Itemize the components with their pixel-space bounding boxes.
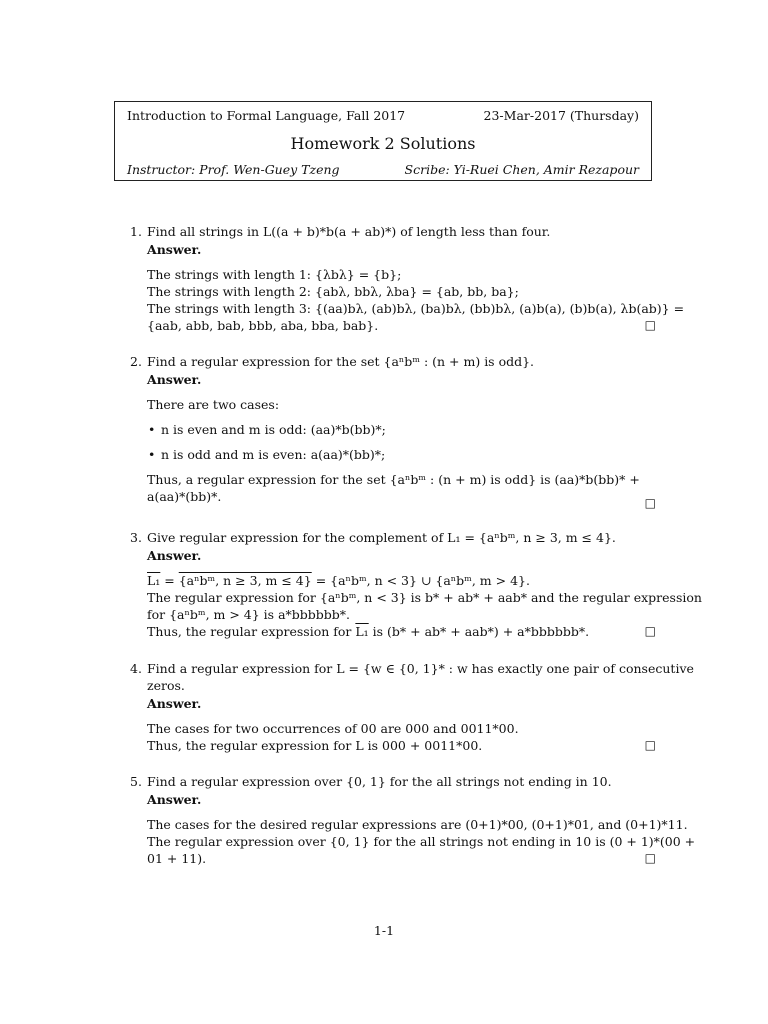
answer-label: Answer. [147,696,202,711]
answer-line: Thus, the regular expression for L is 000 + 0011*00. [147,738,483,753]
problem-number: 4. [130,661,142,676]
complement-symbol: L₁ [355,624,369,639]
problem-question: Find a regular expression over {0, 1} for the all strings not ending in 10. [147,774,612,789]
complement-equation: L₁ = {aⁿbᵐ, n ≥ 3, m ≤ 4} = {aⁿbᵐ, n < 3} ∪ {aⁿbᵐ, m > 4}. [147,573,530,588]
problem-4 [130,660,694,754]
answer-line: 01 + 11). [147,851,207,866]
problem-1 [130,223,685,334]
problem-number: 5. [130,774,142,789]
qed-symbol: □ [644,851,656,865]
problem-2 [130,353,656,510]
answer-line: {aab, abb, bab, bbb, aba, bba, bab}. [147,318,379,333]
problem-question: Find a regular expression for L = {w ∈ {0, 1}* : w has exactly one pair of consecutive [147,661,694,676]
answer-line: The strings with length 1: {λbλ} = {b}; [147,267,402,282]
instructor: Instructor: Prof. Wen-Guey Tzeng [127,162,340,177]
complement-set: {aⁿbᵐ, n ≥ 3, m ≤ 4} [178,573,312,588]
lecture-date: 23-Mar-2017 (Thursday) [483,108,639,123]
answer-line: a(aa)*(bb)*. [147,489,222,504]
problem-question-cont: zeros. [147,678,185,693]
page-number: 1-1 [373,923,395,938]
case-item: • n is odd and m is even: a(aa)*(bb)*; [161,446,656,463]
problem-5 [130,773,696,867]
answer-line: The cases for two occurrences of 00 are 000 and 0011*00. [147,721,519,736]
answer-line: The strings with length 3: {(aa)bλ, (ab)bλ, (ba)bλ, (bb)bλ, (a)b(a), (b)b(a), λb(ab)} = [147,301,685,316]
answer-line: The strings with length 2: {abλ, bbλ, λba} = {ab, bb, ba}; [147,284,519,299]
answer-final: Thus, the regular expression for L₁ is (b* + ab* + aab*) + a*bbbbbb*. [147,624,590,639]
course-name: Introduction to Formal Language, Fall 2017 [127,108,406,123]
answer-line: The regular expression for {aⁿbᵐ, n < 3} is b* + ab* + aab* and the regular expression [147,590,702,605]
answer-label: Answer. [147,548,202,563]
answer-label: Answer. [147,792,202,807]
answer-label: Answer. [147,242,202,257]
answer-line: for {aⁿbᵐ, m > 4} is a*bbbbbb*. [147,607,351,622]
document-title: Homework 2 Solutions [290,134,476,153]
answer-line: The cases for the desired regular expressions are (0+1)*00, (0+1)*01, and (0+1)*11. [147,817,688,832]
case-list [147,421,656,463]
qed-symbol: □ [644,496,656,510]
problem-number: 1. [130,224,142,239]
qed-symbol: □ [644,624,656,638]
answer-intro: There are two cases: [147,397,280,412]
case-item: • n is even and m is odd: (aa)*b(bb)*; [161,421,656,438]
problem-question: Give regular expression for the complement of L₁ = {aⁿbᵐ, n ≥ 3, m ≤ 4}. [147,530,616,545]
problem-number: 2. [130,354,142,369]
problem-3 [130,529,702,640]
problem-number: 3. [130,530,142,545]
qed-symbol: □ [644,318,656,332]
problem-question: Find a regular expression for the set {aⁿbᵐ : (n + m) is odd}. [147,354,535,369]
qed-symbol: □ [644,738,656,752]
answer-label: Answer. [147,372,202,387]
answer-line: The regular expression over {0, 1} for the all strings not ending in 10 is (0 + 1)*(00 + [147,834,696,849]
problem-question: Find all strings in L((a + b)*b(a + ab)*) of length less than four. [147,224,551,239]
complement-symbol: L₁ [147,573,161,588]
header-box [114,101,652,181]
scribe: Scribe: Yi-Ruei Chen, Amir Rezapour [404,162,639,177]
answer-line: Thus, a regular expression for the set {aⁿbᵐ : (n + m) is odd} is (aa)*b(bb)* + [147,472,640,487]
